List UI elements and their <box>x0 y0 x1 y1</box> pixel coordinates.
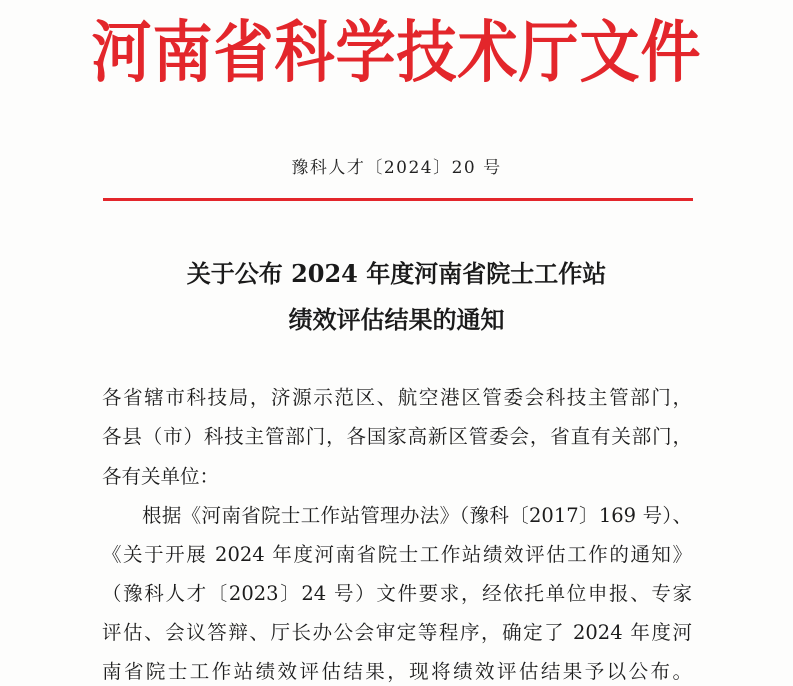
body-paragraph-line-4: 评估、会议答辩、厅长办公会审定等程序，确定了 2024 年度河 <box>102 621 692 644</box>
body-paragraph-line-5: 南省院士工作站绩效评估结果，现将绩效评估结果予以公布。 <box>102 660 692 683</box>
document-header-title: 河南省科学技术厅文件 <box>91 13 702 93</box>
red-divider <box>103 198 693 201</box>
notice-title-line-1: 关于公布 2024 年度河南省院士工作站 <box>186 259 607 288</box>
addressee-line-1: 各省辖市科技局，济源示范区、航空港区管委会科技主管部门， <box>102 386 692 409</box>
notice-title-line-2: 绩效评估结果的通知 <box>288 305 505 334</box>
body-paragraph-line-2: 《关于开展 2024 年度河南省院士工作站绩效评估工作的通知》 <box>102 543 692 566</box>
body-paragraph-line-3: （豫科人才〔2023〕24 号）文件要求，经依托单位申报、专家 <box>102 582 692 605</box>
addressee-line-3: 各有关单位： <box>102 465 220 488</box>
addressee-line-2: 各县（市）科技主管部门，各国家高新区管委会，省直有关部门， <box>102 425 692 448</box>
body-paragraph-line-1: 根据《河南省院士工作站管理办法》（豫科〔2017〕169 号）、 <box>142 504 692 527</box>
document-number: 豫科人才〔2024〕20 号 <box>291 158 502 178</box>
